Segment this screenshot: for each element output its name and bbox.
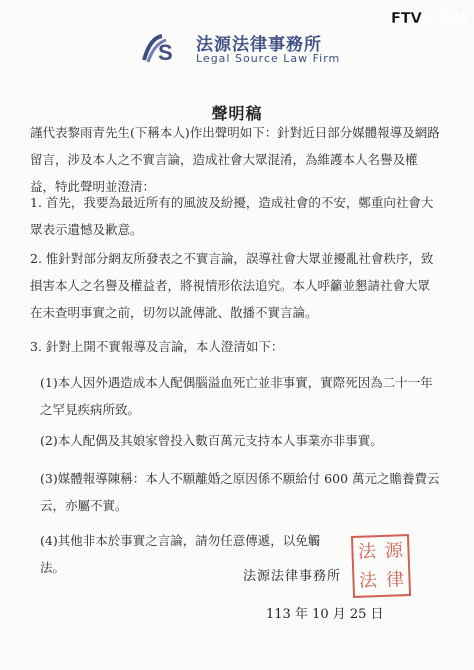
seal-char: 法 <box>357 541 377 563</box>
point-1: 1. 首先，我要為最近所有的風波及紛擾，造成社會的不安，鄭重向社會大眾表示遺憾及歉意。 <box>30 195 434 237</box>
document-date: 113 年 10 月 25 日 <box>266 607 384 622</box>
firm-name-en: Legal Source Law Firm <box>196 52 341 65</box>
signer: 法源法律事務所 <box>243 569 342 584</box>
document-title: 聲明稿 <box>211 104 263 123</box>
svg-text:S: S <box>158 40 173 65</box>
ls-logo-icon <box>140 30 184 68</box>
sub-point-2: (2)本人配偶及其娘家曾投入數百萬元支持本人事業亦非事實。 <box>40 433 383 448</box>
sub-point-3: (3)媒體報導陳稱：本人不願離婚之原因係不願給付 600 萬元之贍養費云云，亦屬不實。 <box>40 471 440 513</box>
sub-point-1: (1)本人因外遇造成本人配偶腦溢血死亡並非事實，實際死因為二十一年之罕見疾病所致。 <box>40 375 433 417</box>
point-2: 2. 惟針對部分網友所發表之不實言論，誤導社會大眾並擾亂社會秩序，致損害本人之名譽及權益者，將視情形依法追究。本人呼籲並懇請社會大眾在未查明事實之前，切勿以訛傳訛、散播不實言論。 <box>30 251 434 320</box>
seal-char: 源 <box>384 540 404 562</box>
point-3: 3. 針對上開不實報導及言論，本人澄清如下： <box>30 339 284 354</box>
sub-point-4: (4)其他非本於事實之言論，請勿任意傳遞，以免觸法。 <box>40 533 321 575</box>
seal-char: 律 <box>385 569 405 591</box>
firm-seal <box>351 534 411 598</box>
firm-name-cn: 法源法律事務所 <box>196 35 322 55</box>
letterhead <box>140 30 400 70</box>
intro-paragraph: 謹代表黎雨青先生(下稱本人)作出聲明如下：針對近日部分媒體報導及網路留言，涉及本人之不實言論，造成社會大眾混淆，為維護本人名譽及權益，特此聲明並澄清： <box>30 125 440 194</box>
ftv-watermark: FTV新聞網 <box>390 6 466 29</box>
seal-char: 法 <box>358 570 378 592</box>
